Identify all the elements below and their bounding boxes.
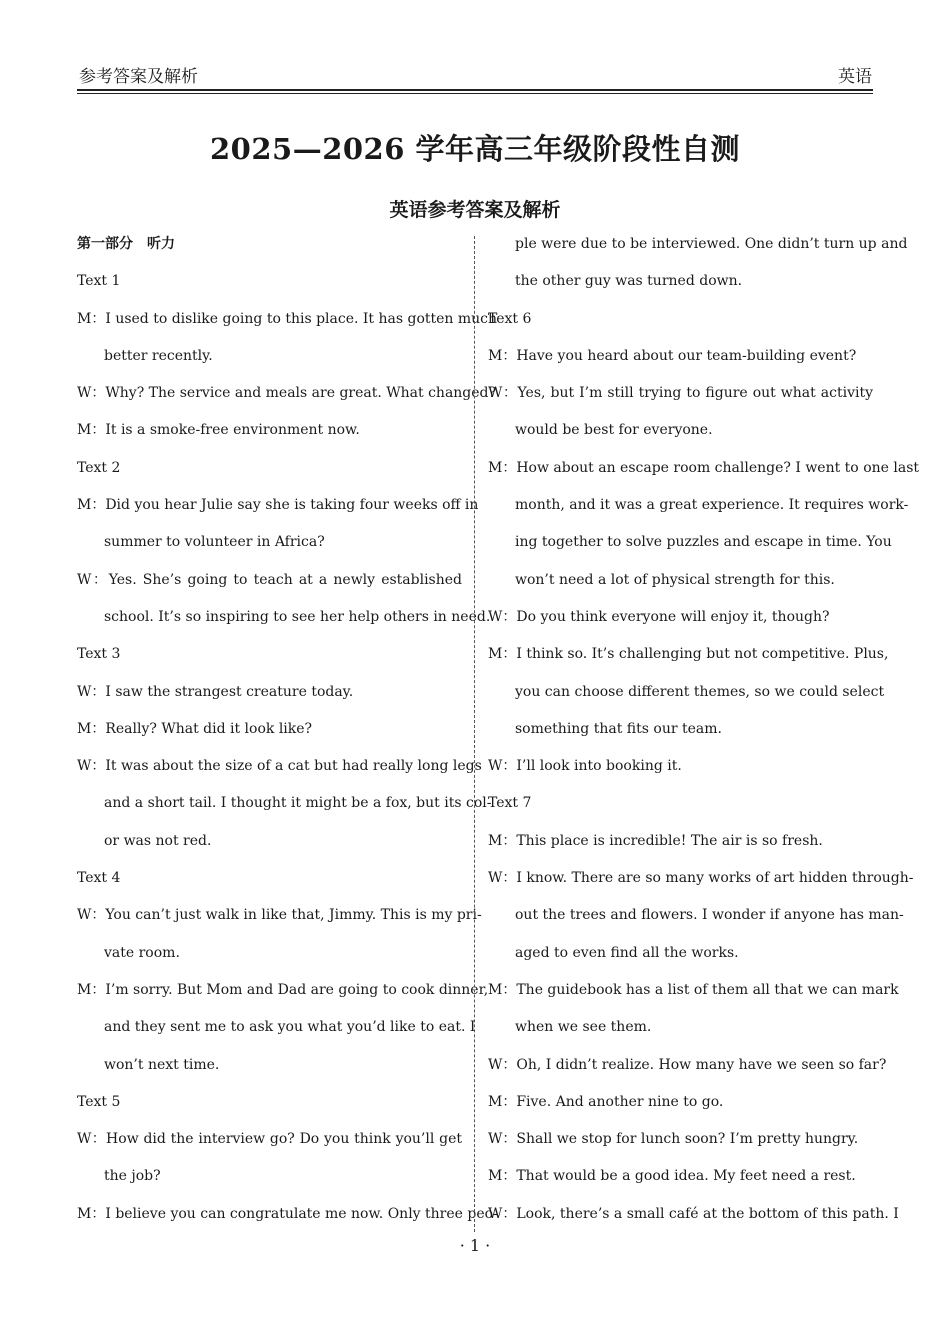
text-line: M：Five. And another nine to go.	[488, 1093, 724, 1110]
header-right: 英语	[838, 67, 872, 87]
text-line: 第一部分 听力	[77, 236, 175, 252]
page-subtitle: 英语参考答案及解析	[389, 199, 561, 221]
text-line: M：Have you heard about our team-building event?	[488, 347, 857, 364]
text-line: W：You can’t just walk in like that, Jimmy. This is my pri-	[77, 907, 482, 924]
text-line: Text 6	[488, 310, 532, 327]
text-line: W：Look, there’s a small café at the bottom of this path. I	[488, 1205, 899, 1222]
text-line: the other guy was turned down.	[515, 273, 743, 290]
text-line: Text 4	[77, 870, 121, 887]
text-line: W：Oh, I didn’t realize. How many have we seen so far?	[488, 1056, 887, 1073]
text-line: W：Why? The service and meals are great. What changed?	[77, 385, 497, 402]
text-line: W：I’ll look into booking it.	[488, 758, 682, 775]
text-line: something that fits our team.	[515, 720, 722, 737]
text-line: vate room.	[104, 944, 180, 961]
header-rule-thick	[77, 89, 873, 91]
text-line: M：I think so. It’s challenging but not competitive. Plus,	[488, 646, 889, 663]
text-line: M：This place is incredible! The air is so fresh.	[488, 832, 823, 849]
text-line: and they sent me to ask you what you’d like to eat. I	[104, 1019, 476, 1036]
text-line: M：That would be a good idea. My feet need a rest.	[488, 1168, 856, 1185]
text-line: won’t need a lot of physical strength for this.	[515, 571, 835, 588]
text-line: M：The guidebook has a list of them all that we can mark	[488, 981, 899, 998]
text-line: aged to even find all the works.	[515, 944, 739, 961]
text-line: M：I’m sorry. But Mom and Dad are going to cook dinner,	[77, 981, 489, 998]
text-line: out the trees and flowers. I wonder if anyone has man-	[515, 907, 904, 924]
right-column	[488, 231, 920, 1238]
text-line: W：Do you think everyone will enjoy it, though?	[488, 608, 830, 625]
text-line: M：It is a smoke-free environment now.	[77, 422, 360, 439]
text-line: ing together to solve puzzles and escape in time. You	[515, 534, 892, 551]
text-line: summer to volunteer in Africa?	[104, 534, 325, 551]
text-line: won’t next time.	[104, 1056, 220, 1073]
header-rule-thin	[77, 93, 873, 94]
text-line: W：I know. There are so many works of art hidden through-	[488, 870, 914, 887]
text-line: ple were due to be interviewed. One didn’t turn up and	[515, 236, 908, 252]
text-line: W：Yes. She’s going to teach at a newly established	[77, 571, 462, 588]
text-line: would be best for everyone.	[515, 422, 713, 439]
text-line: you can choose different themes, so we could select	[515, 683, 885, 700]
text-line: W：Yes, but I’m still trying to figure out what activity	[488, 385, 873, 402]
text-line: Text 3	[77, 646, 121, 663]
text-line: W：I saw the strangest creature today.	[77, 683, 354, 700]
text-line: and a short tail. I thought it might be a fox, but its col-	[104, 795, 492, 812]
column-divider	[474, 236, 475, 1232]
text-line: the job?	[104, 1168, 161, 1185]
text-line: when we see them.	[515, 1019, 652, 1036]
text-line: M：Did you hear Julie say she is taking four weeks off in	[77, 497, 479, 514]
text-line: Text 7	[488, 795, 532, 812]
text-line: M：I believe you can congratulate me now. Only three peo-	[77, 1205, 498, 1222]
text-line: better recently.	[104, 347, 213, 364]
page-title: 2025—2026 学年高三年级阶段性自测	[209, 132, 741, 166]
text-line: W：It was about the size of a cat but had really long legs	[77, 758, 482, 775]
text-line: month, and it was a great experience. It requires work-	[515, 497, 909, 514]
text-line: M：Really? What did it look like?	[77, 720, 313, 737]
text-line: Text 5	[77, 1093, 121, 1110]
left-column	[77, 231, 498, 1238]
text-line: M：How about an escape room challenge? I went to one last	[488, 459, 920, 476]
page-number: · 1 ·	[459, 1236, 491, 1255]
text-line: Text 1	[77, 273, 121, 290]
text-line: school. It’s so inspiring to see her help others in need.	[104, 608, 491, 625]
text-line: M：I used to dislike going to this place. It has gotten much	[77, 310, 498, 327]
header-left: 参考答案及解析	[79, 67, 198, 87]
text-line: W：Shall we stop for lunch soon? I’m pretty hungry.	[488, 1131, 859, 1148]
text-line: Text 2	[77, 459, 121, 476]
text-line: or was not red.	[104, 832, 212, 849]
text-line: W：How did the interview go? Do you think you’ll get	[77, 1131, 462, 1148]
